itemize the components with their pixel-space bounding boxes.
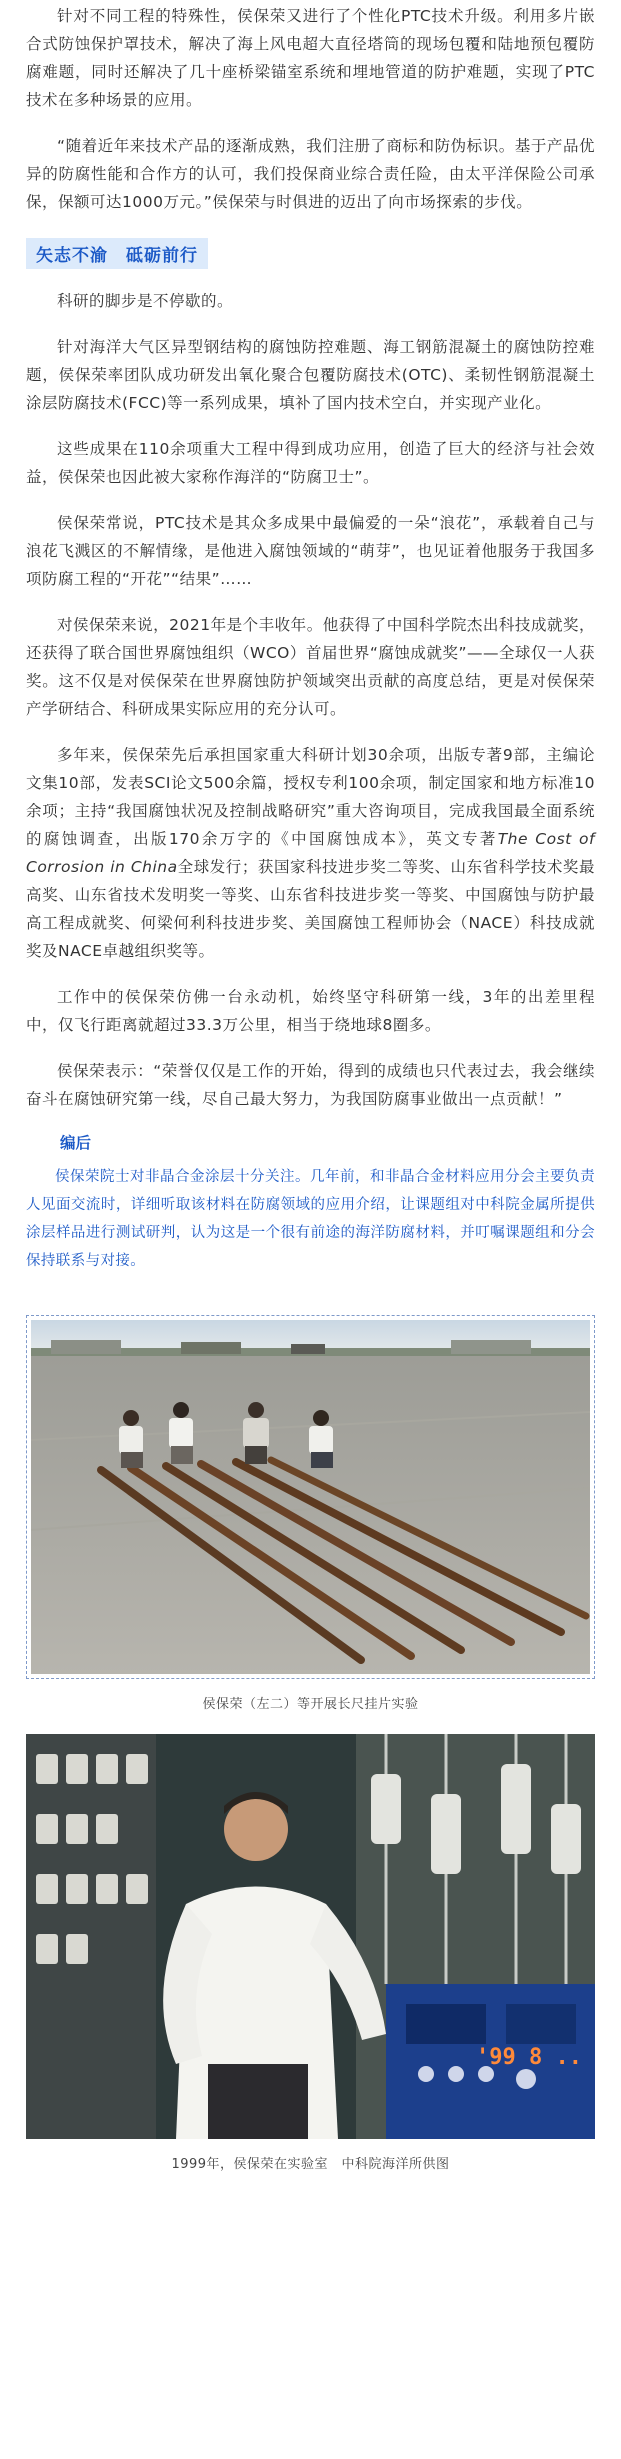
- paragraph: 针对海洋大气区异型钢结构的腐蚀防控难题、海工钢筋混凝土的腐蚀防控难题，侯保荣率团队成功研发出氧化聚合包覆防腐技术(OTC)、柔韧性钢筋混凝土涂层防腐技术(FCC)等一系列成果，填补了国内技术空白，并实现产业化。: [26, 338, 595, 412]
- paragraph: 侯保荣表示：“荣誉仅仅是工作的开始，得到的成绩也只代表过去，我会继续奋斗在腐蚀研究第一线，尽自己最大努力，为我国防腐事业做出一点贡献！”: [26, 1062, 595, 1108]
- paragraph: “随着近年来技术产品的逐渐成熟，我们注册了商标和防伪标识。基于产品优异的防腐性能和合作方的认可，我们投保商业综合责任险，由太平洋保险公司承保，保额可达1000万元。”侯保荣与时俱进的迈出了向市场探索的步伐。: [26, 137, 595, 211]
- paragraph: 针对不同工程的特殊性，侯保荣又进行了个性化PTC技术升级。利用多片嵌合式防蚀保护罩技术，解决了海上风电超大直径塔筒的现场包覆和陆地预包覆防腐难题，同时还解决了几十座桥梁锚室系统和埋地管道的防护难题，实现了PTC技术在多种场景的应用。: [26, 7, 595, 109]
- figure-caption: 1999年，侯保荣在实验室 中科院海洋所供图: [171, 2157, 450, 2172]
- section-heading: 矢志不渝 砥砺前行: [26, 238, 208, 269]
- paragraph: 侯保荣常说，PTC技术是其众多成果中最偏爱的一朵“浪花”，承载着自己与浪花飞溅区的不解情缘，是他进入腐蚀领域的“萌芽”，也见证着他服务于我国多项防腐工程的“开花”“结果”……: [26, 514, 595, 588]
- paragraph: 工作中的侯保荣仿佛一台永动机，始终坚守科研第一线，3年的出差里程中，仅飞行距离就超过33.3万公里，相当于绕地球8圈多。: [26, 988, 595, 1034]
- editor-note: 侯保荣院士对非晶合金涂层十分关注。几年前，和非晶合金材料应用分会主要负责人见面交流时，详细听取该材料在防腐领域的应用介绍，让课题组对中科院金属所提供涂层样品进行测试研判，认为这是一个很有前途的海洋防腐材料，并叮嘱课题组和分会保持联系与对接。: [26, 1169, 595, 1269]
- laboratory-photo: [26, 1734, 595, 2139]
- outdoor-test-illustration: [31, 1320, 590, 1674]
- paragraph: 这些成果在110余项重大工程中得到成功应用，创造了巨大的经济与社会效益，侯保荣也因此被大家称作海洋的“防腐卫士”。: [26, 440, 595, 486]
- laboratory-illustration: [26, 1734, 595, 2139]
- outdoor-test-photo: [26, 1315, 595, 1679]
- achievements-text-before: 多年来，侯保荣先后承担国家重大科研计划30余项，出版专著9部，主编论文集10部，发表SCI论文500余篇，授权专利100余项，制定国家和地方标准10余项；主持“我国腐蚀状况及控制战略研究”重大咨询项目，完成我国最全面系统的腐蚀调查，出版170余万字的《中国腐蚀成本》，英文专著: [26, 746, 595, 848]
- figure-caption: 侯保荣（左二）等开展长尺挂片实验: [202, 1697, 419, 1712]
- paragraph: 科研的脚步是不停歇的。: [57, 292, 234, 310]
- paragraph: 对侯保荣来说，2021年是个丰收年。他获得了中国科学院杰出科技成就奖，还获得了联合国世界腐蚀组织（WCO）首届世界“腐蚀成就奖”——全球仅一人获奖。这不仅是对侯保荣在世界腐蚀防护领域突出贡献的高度总结，更是对侯保荣产学研结合、科研成果实际应用的充分认可。: [26, 616, 595, 718]
- date-stamp: '99 8 ..: [476, 2045, 582, 2070]
- book-title: The Cost of Corrosion in China: [26, 830, 595, 876]
- editor-note-title: 编后: [60, 1134, 92, 1152]
- achievements-text-after: 全球发行；获国家科技进步奖二等奖、山东省科学技术奖最高奖、山东省技术发明奖一等奖、山东省科技进步奖一等奖、中国腐蚀与防护最高工程成就奖、何梁何利科技进步奖、美国腐蚀工程师协会（NACE）科技成就奖及NACE卓越组织奖等。: [26, 858, 595, 960]
- paragraph-achievements: [26, 741, 595, 965]
